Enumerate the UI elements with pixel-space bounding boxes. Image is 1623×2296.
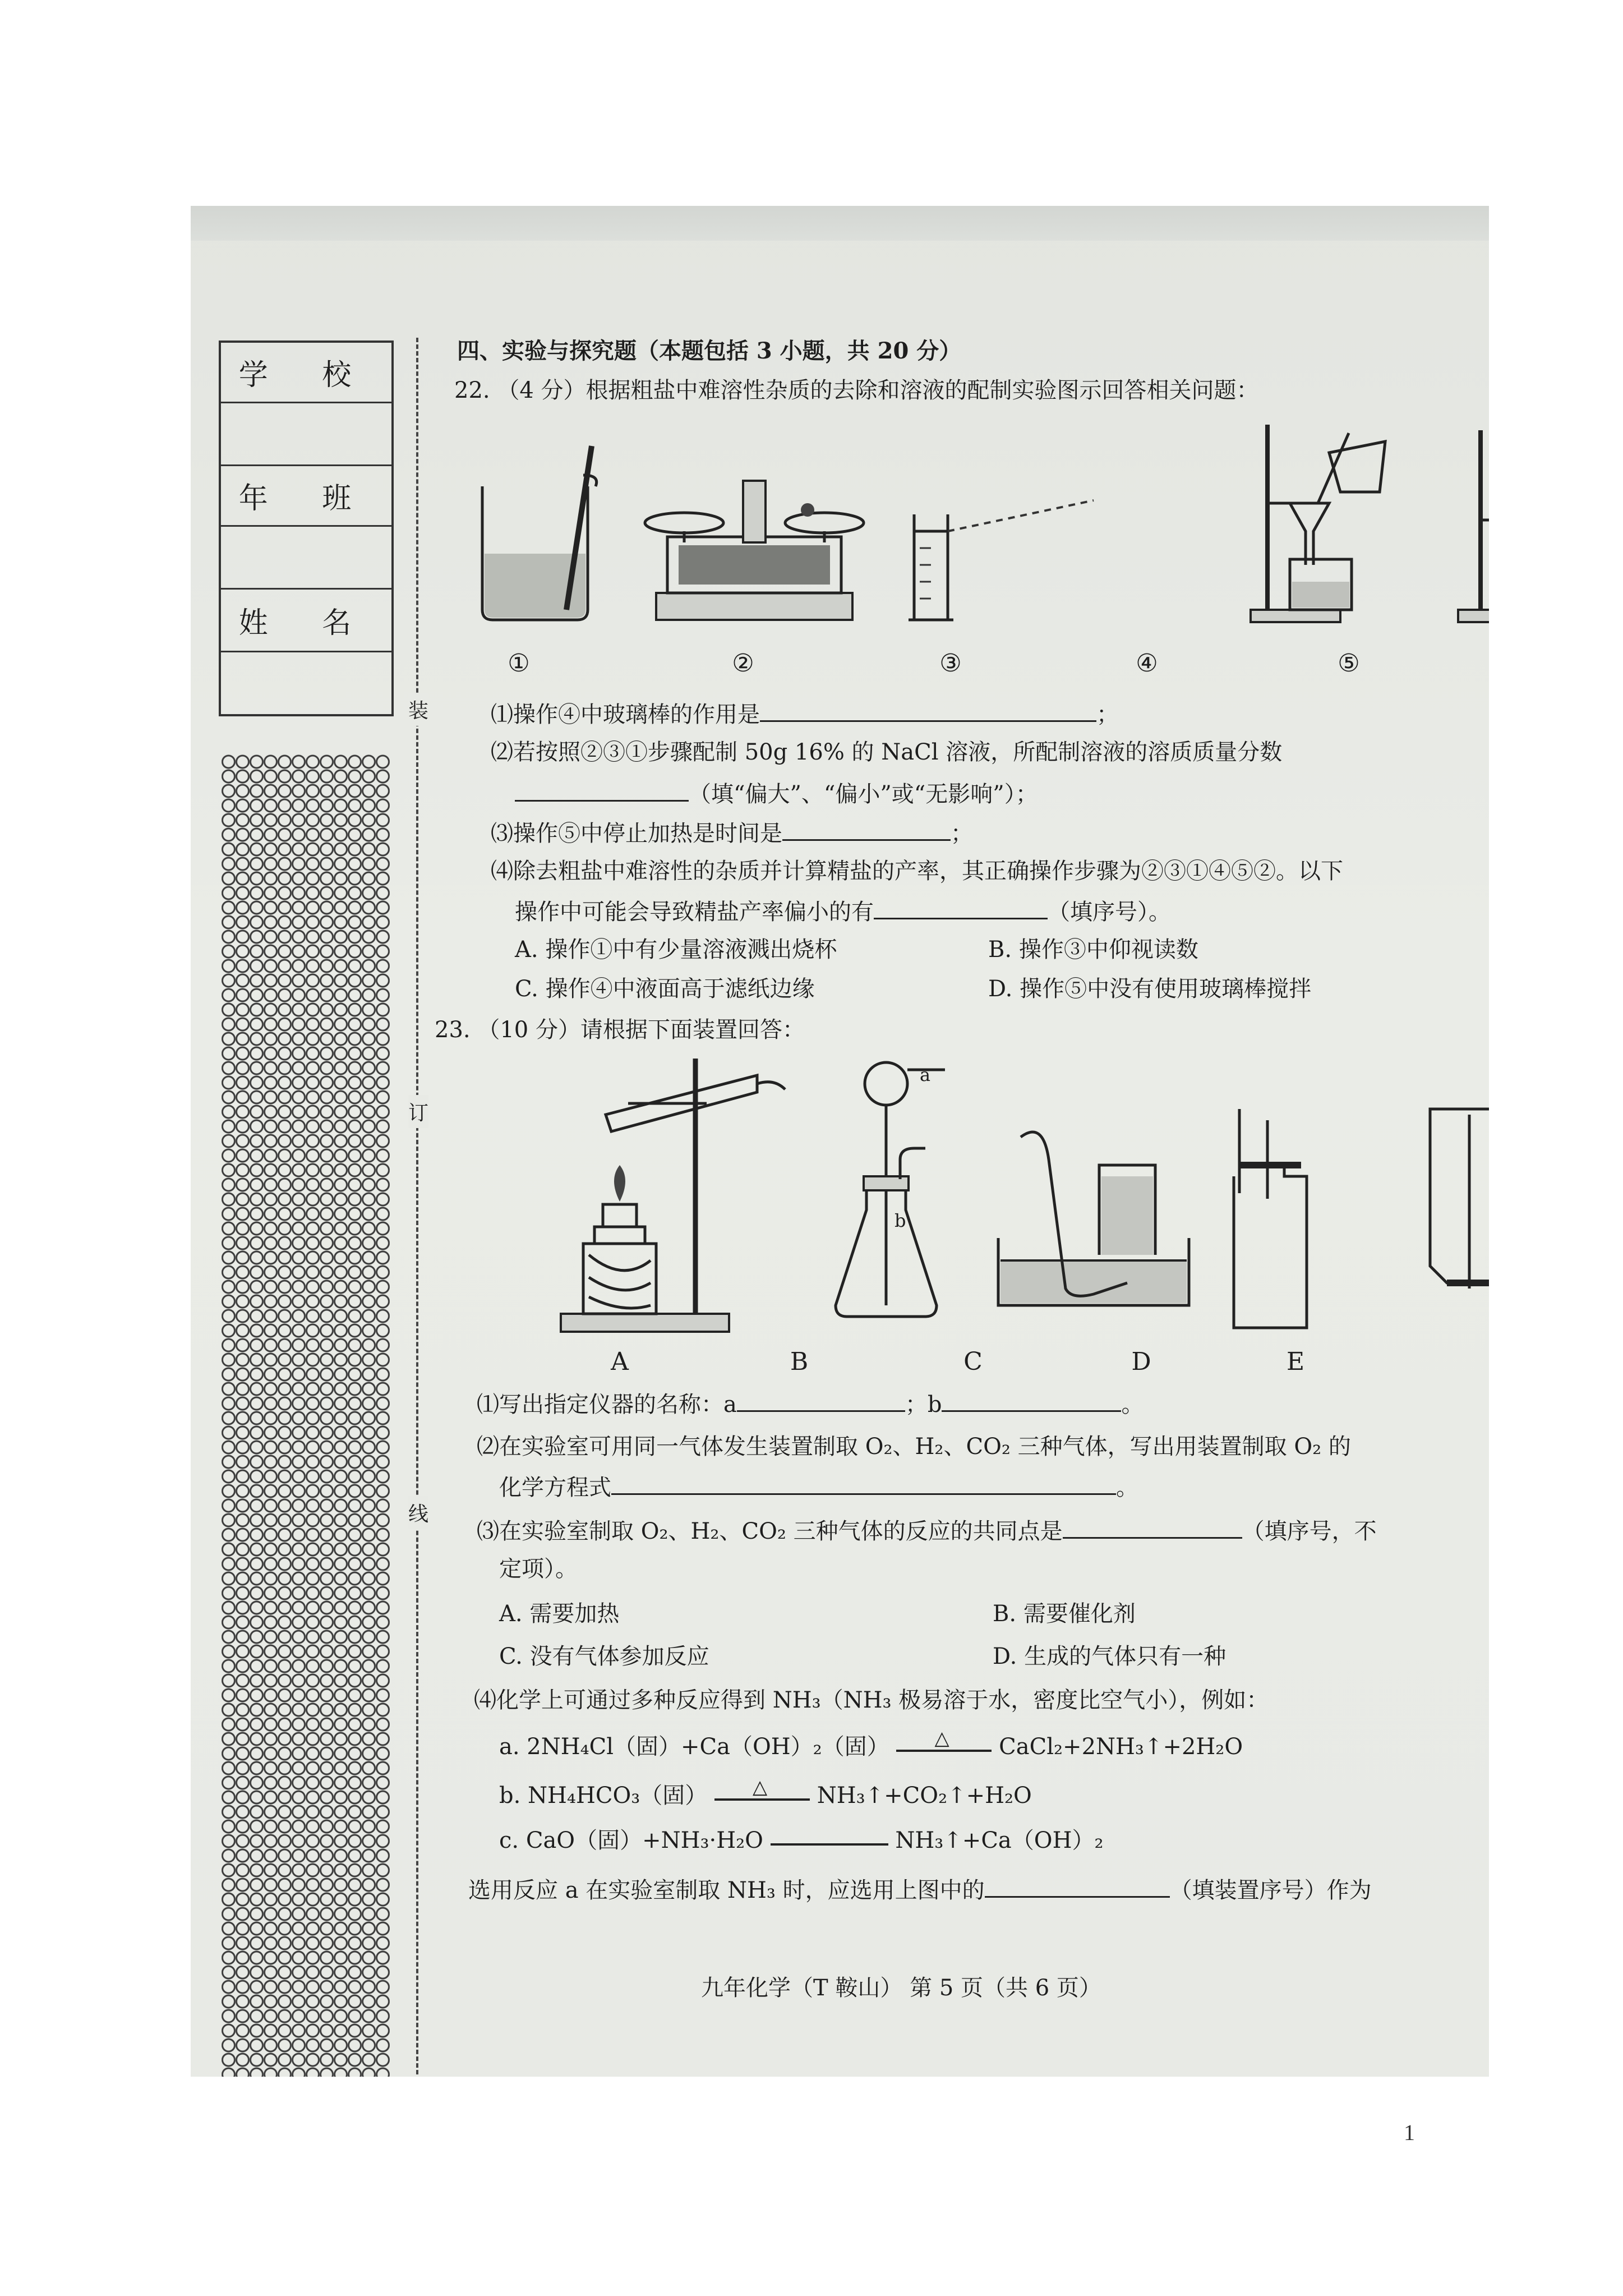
q22-part2b: （填“偏大”、“偏小”或“无影响”）；: [515, 779, 1038, 808]
binding-dashed-line: [416, 338, 418, 2077]
q22-option-d: D. 操作⑤中没有使用玻璃棒搅拌: [988, 976, 1312, 1002]
device-e-inverted-bottle-icon: [1430, 1109, 1489, 1311]
q22-part1-blank[interactable]: [760, 700, 1096, 722]
q23-part5-blank[interactable]: [985, 1875, 1170, 1898]
evaporation-setup-icon: [1458, 430, 1489, 622]
q22-fig-label-1: ①: [508, 649, 530, 678]
q22-fig-label-3: ③: [939, 649, 962, 678]
name-field: [221, 652, 391, 714]
q23-part5: 选用反应 a 在实验室制取 NH₃ 时，应选用上图中的 （填装置序号）作为: [468, 1875, 1372, 1904]
q23-part3b: 定项）。: [499, 1556, 578, 1582]
q23-option-d: D. 生成的气体只有一种: [993, 1644, 1227, 1669]
school-field: [221, 403, 391, 466]
q23-part1-blank-a[interactable]: [737, 1389, 905, 1412]
q23-part3: ⑶在实验室制取 O₂、H₂、CO₂ 三种气体的反应的共同点是 （填序号，不: [477, 1516, 1377, 1545]
q23-pointer-a: a: [920, 1064, 931, 1085]
q23-fig-label-d: D: [1131, 1347, 1151, 1376]
grade-class-field: [221, 527, 391, 590]
q23-stem: 23. （10 分）请根据下面装置回答：: [435, 1017, 805, 1043]
q22-apparatus-figure: [477, 441, 1489, 627]
graduated-cylinder-icon: [909, 500, 1094, 620]
q22-fig-label-4: ④: [1136, 649, 1158, 678]
q22-part4b: 操作中可能会导致精盐产率偏小的有 （填序号）。: [515, 897, 1171, 926]
balance-scale-icon: [645, 481, 864, 620]
heat-arrow-icon: △: [896, 1737, 992, 1760]
binding-mark-ding: 订: [408, 1095, 428, 1128]
answer-bubble-grid: [222, 754, 390, 2077]
grade-class-label: 年 班: [221, 466, 391, 527]
q22-option-b: B. 操作③中仰视读数: [988, 937, 1198, 963]
q23-fig-label-e: E: [1286, 1347, 1305, 1376]
q23-apparatus-figure: [561, 1059, 1489, 1345]
q22-part3-blank[interactable]: [782, 818, 951, 841]
q23-option-a: A. 需要加热: [499, 1601, 620, 1627]
name-label: 姓 名: [221, 590, 391, 652]
student-info-box: [219, 341, 394, 716]
device-b-flask-icon: [836, 1062, 945, 1317]
device-d-collection-bottle-icon: [1234, 1109, 1307, 1328]
scanned-exam-page: [191, 206, 1489, 2077]
q23-fig-label-b: B: [790, 1347, 809, 1376]
photo-top-shadow: [191, 206, 1489, 241]
q23-equation-c: c. CaO（固）+NH₃·H₂O NH₃↑+Ca（OH）₂: [499, 1828, 1104, 1853]
q22-part3: ⑶操作⑤中停止加热是时间是 ；: [491, 818, 973, 847]
section-title: 四、实验与探究题（本题包括 3 小题，共 20 分）: [457, 338, 962, 364]
q23-part1-blank-b[interactable]: [942, 1389, 1121, 1412]
q23-equation-a: a. 2NH₄Cl（固）+Ca（OH）₂（固） △ CaCl₂+2NH₃↑+2H₂O: [499, 1727, 1243, 1760]
page-footer: 九年化学（T 鞍山） 第 5 页（共 6 页）: [701, 1975, 1101, 2001]
q22-stem: 22. （4 分）根据粗盐中难溶性杂质的去除和溶液的配制实验图示回答相关问题：: [454, 378, 1259, 403]
heat-arrow-icon: △: [714, 1786, 810, 1809]
q22-part4: ⑷除去粗盐中难溶性的杂质并计算精盐的产率，其正确操作步骤为②③①④⑤②。以下: [491, 858, 1343, 884]
q22-option-c: C. 操作④中液面高于滤纸边缘: [515, 976, 815, 1002]
q23-fig-label-a: A: [611, 1347, 629, 1376]
binding-mark-zhuang: 装: [408, 693, 428, 726]
q23-part4: ⑷化学上可通过多种反应得到 NH₃（NH₃ 极易溶于水，密度比空气小），例如：: [474, 1687, 1269, 1713]
device-c-water-trough-icon: [998, 1132, 1189, 1305]
reaction-arrow-icon: [771, 1831, 888, 1853]
q22-fig-label-5: ⑤: [1338, 649, 1360, 678]
q23-part2b: 化学方程式 。: [499, 1473, 1138, 1501]
q22-fig-label-2: ②: [732, 649, 754, 678]
filtration-setup-icon: [1251, 425, 1385, 622]
q23-part2: ⑵在实验室可用同一气体发生装置制取 O₂、H₂、CO₂ 三种气体，写出用装置制取 O₂ 的: [477, 1434, 1351, 1460]
q23-fig-label-c: C: [963, 1347, 983, 1376]
q23-option-c: C. 没有气体参加反应: [499, 1644, 709, 1669]
q22-part4-blank[interactable]: [874, 897, 1048, 919]
q22-part1: ⑴操作④中玻璃棒的作用是 ；: [491, 700, 1119, 728]
q22-part2-blank[interactable]: [515, 779, 689, 802]
q23-part1: ⑴写出指定仪器的名称：a ；b 。: [477, 1389, 1144, 1418]
q23-equation-b: b. NH₄HCO₃（固） △ NH₃↑+CO₂↑+H₂O: [499, 1776, 1032, 1809]
q23-part2-blank[interactable]: [611, 1473, 1116, 1495]
school-label: 学 校: [221, 343, 391, 403]
binding-mark-xian: 线: [408, 1496, 428, 1529]
q22-part2: ⑵若按照②③①步骤配制 50g 16% 的 NaCl 溶液，所配制溶液的溶质质量分数: [491, 739, 1283, 765]
device-a-heating-icon: [561, 1059, 785, 1332]
q23-part3-blank[interactable]: [1063, 1516, 1242, 1539]
q22-option-a: A. 操作①中有少量溶液溅出烧杯: [515, 937, 837, 963]
page-number: 1: [1404, 2120, 1415, 2145]
q23-option-b: B. 需要催化剂: [993, 1601, 1136, 1627]
beaker-with-rod-icon: [482, 446, 597, 620]
q23-pointer-b: b: [895, 1210, 906, 1231]
